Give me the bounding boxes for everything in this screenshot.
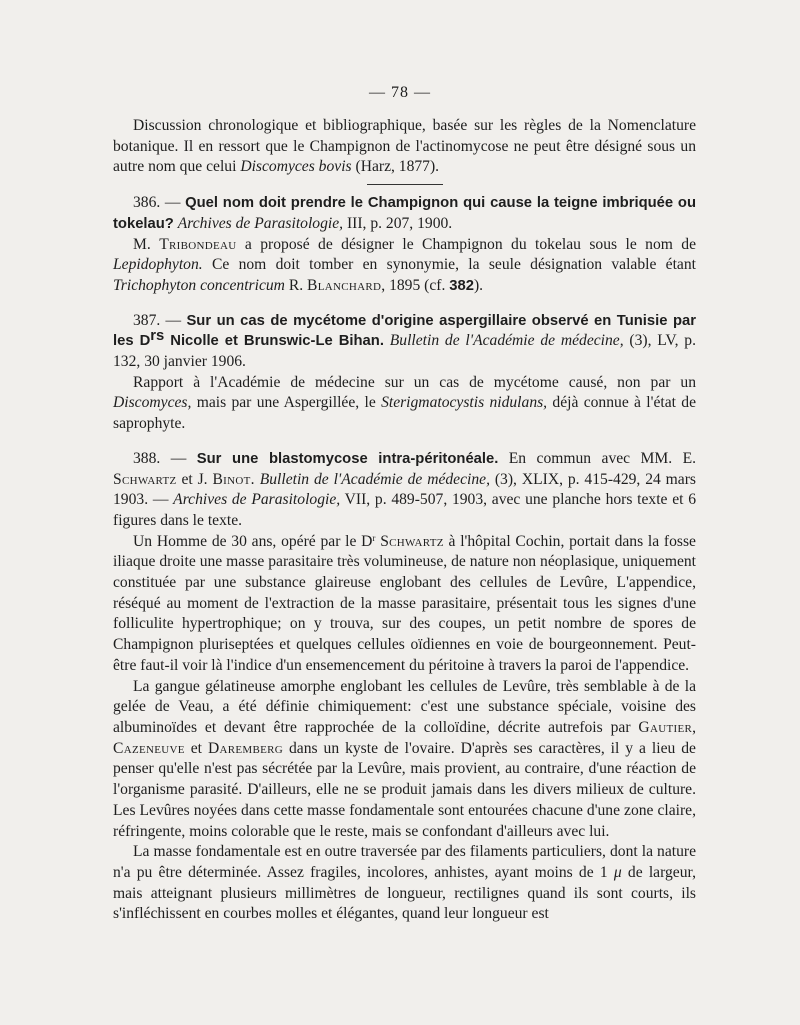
paragraph-discussion: Discussion chronologique et bibliographique, basée sur les règles de la Nomenclature botanique. Il en ressort que le Champignon de l'actinomycose ne peut être désigné sous un autre nom que celui Discomyces bovis (Harz, 1877).	[113, 117, 696, 176]
entry-388-body-2: La gangue gélatineuse amorphe englobant les cellules de Levûre, très semblable à de la gelée de Veau, a été définie chimiquement: c'est une substance spéciale, voisine des albuminoïdes et devant être rapprochée de la colloïdine, décrite autrefois par Gautier, Cazeneuve et Daremberg dans un kyste de l'ovaire. D'après ses caractères, il y a lieu de penser qu'elle n'est pas sécrétée par la Levûre, mais provient, au contraire, d'une réaction de l'organisme parasité. D'ailleurs, elle ne se produit jamais dans les divers milieux de culture. Les Levûres noyées dans cette masse fondamentale sont entourées chacune d'une zone claire, réfringente, moins colorable que le reste, mais se confondant d'ailleurs avec lui.	[113, 677, 696, 840]
page-number: — 78 —	[369, 84, 431, 101]
section-divider	[367, 184, 443, 185]
entry-386-body: M. Tribondeau a proposé de désigner le Champignon du tokelau sous le nom de Lepidophyton. Ce nom doit tomber en synonymie, la seule désignation valable étant Trichophyton concentricum R. Blanchard, 1895 (cf. 382).	[113, 235, 696, 294]
entry-387-title: 387. — Sur un cas de mycétome d'origine aspergillaire observé en Tunisie par les $D^{rs}$ Nicolle et Brunswic-Le Bihan. Bulletin de l'Académie de médecine, (3), LV, p. 132, 30 janvier 1906.	[113, 311, 696, 371]
entry-388-title: 388. — Sur une blastomycose intra-péritonéale. En commun avec MM. E. Schwartz et J. Binot. Bulletin de l'Académie de médecine, (3), XLIX, p. 415-429, 24 mars 1903. — Archives de Parasitologie, VII, p. 489-507, 1903, avec une planche hors texte et 6 figures dans le texte.	[113, 449, 696, 529]
entry-388-body-1: Un Homme de 30 ans, opéré par le $D^r$ Schwartz à l'hôpital Cochin, portait dans la fosse iliaque droite une masse parasitaire très volumineuse, de nature non néoplasique, uniquement constituée par une substance glaireuse englobant des cellules de Levûre, L'appendice, réséqué au moment de l'extraction de la masse parasitaire, présentait tous les signes d'une folliculite hypertrophique; on y trouva, sur des coupes, un petit nombre de spores de Champignon pluriseptées et quelques cellules oïdiennes en voie de bourgeonnement. Peut-être faut-il voir là l'indice d'un ensemencement du péritoine à travers la paroi de l'appendice.	[113, 532, 696, 674]
page-body	[113, 116, 696, 925]
entry-388-body-3: La masse fondamentale est en outre traversée par des filaments particuliers, dont la nature n'a pu être déterminée. Assez fragiles, incolores, anhistes, ayant moins de 1 μ de largeur, mais atteignant plusieurs millimètres de longueur, rectilignes quand ils sont courts, ils s'infléchissent en courbes molles et élégantes, quand leur longueur est	[113, 843, 696, 923]
entry-386-title: 386. — Quel nom doit prendre le Champignon qui cause la teigne imbriquée ou tokelau? Archives de Parasitologie, III, p. 207, 1900.	[113, 194, 696, 232]
entry-387-body: Rapport à l'Académie de médecine sur un cas de mycétome causé, non par un Discomyces, mais par une Aspergillée, le Sterigmatocystis nidulans, déjà connue à l'état de saprophyte.	[113, 373, 696, 433]
